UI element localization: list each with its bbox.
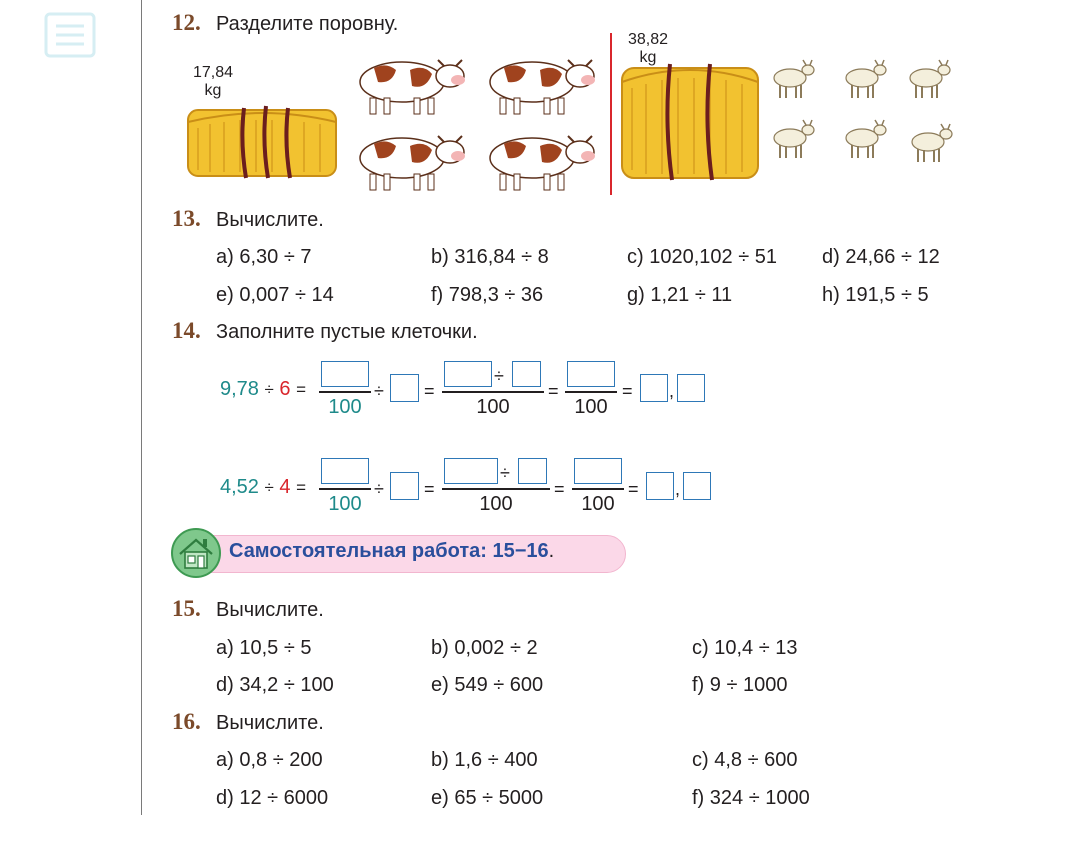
answer-box[interactable] <box>640 374 668 402</box>
denominator: 100 <box>581 493 615 515</box>
answer-box[interactable] <box>677 374 705 402</box>
row-1-divisor: 6 <box>279 378 291 400</box>
exercise-16-item: a) 0,8 ÷ 200 <box>216 749 323 771</box>
fraction-bar <box>565 391 617 393</box>
eq-sign: = <box>554 479 565 499</box>
exercise-14-number: 14. <box>172 318 201 343</box>
row-2-dividend: 4,52 <box>220 476 259 498</box>
exercise-15-number: 15. <box>172 596 201 621</box>
div-sign: ÷ <box>374 381 384 401</box>
answer-box[interactable] <box>567 361 615 387</box>
exercise-13-item: a) 6,30 ÷ 7 <box>216 246 312 268</box>
row-1-div-sign: ÷ <box>264 380 274 399</box>
cow-icon <box>352 126 468 192</box>
banner-period: . <box>548 540 555 562</box>
right-weight-unit: kg <box>639 49 657 66</box>
left-weight-unit: kg <box>204 82 222 99</box>
answer-box[interactable] <box>444 458 498 484</box>
denominator: 100 <box>328 396 362 418</box>
hay-bale-large-icon <box>618 58 762 184</box>
exercise-13-title: Вычислите. <box>216 209 324 231</box>
exercise-16-item: e) 65 ÷ 5000 <box>431 787 544 809</box>
exercise-15-item: d) 34,2 ÷ 100 <box>216 674 334 696</box>
exercise-16-number: 16. <box>172 709 201 734</box>
answer-box[interactable] <box>574 458 622 484</box>
answer-box[interactable] <box>646 472 674 500</box>
comma: , <box>675 479 681 499</box>
cow-icon <box>482 126 598 192</box>
fraction-bar <box>319 391 371 393</box>
exercise-16-item: d) 12 ÷ 6000 <box>216 787 329 809</box>
answer-box[interactable] <box>683 472 711 500</box>
answer-box[interactable] <box>321 361 369 387</box>
exercise-16-item: c) 4,8 ÷ 600 <box>692 749 798 771</box>
row-2-div-sign: ÷ <box>264 478 274 497</box>
equation-row-1-start <box>220 378 306 401</box>
denominator: 100 <box>574 396 608 418</box>
cow-icon <box>352 50 468 116</box>
equation-row-2-start <box>220 476 306 499</box>
fraction-bar <box>572 488 624 490</box>
right-weight-value: 38,82 <box>627 31 669 48</box>
exercise-13-item: e) 0,007 ÷ 14 <box>216 284 334 306</box>
house-icon <box>170 527 222 579</box>
div-sign: ÷ <box>494 366 504 386</box>
answer-box[interactable] <box>390 374 419 402</box>
exercise-13-item: f) 798,3 ÷ 36 <box>431 284 544 306</box>
page-margin-line <box>141 0 142 815</box>
exercise-13-item: h) 191,5 ÷ 5 <box>822 284 929 306</box>
exercise-14-title: Заполните пустые клеточки. <box>216 321 478 343</box>
exercise-13-number: 13. <box>172 206 201 231</box>
hay-bale-small-icon <box>184 98 340 182</box>
exercise-13-item: d) 24,66 ÷ 12 <box>822 246 940 268</box>
fraction-bar <box>442 488 550 490</box>
eq-sign: = <box>628 479 639 499</box>
exercise-13-item: g) 1,21 ÷ 11 <box>627 284 733 306</box>
exercise-13-item: c) 1020,102 ÷ 51 <box>627 246 777 268</box>
fraction-bar <box>319 488 371 490</box>
exercise-15-item: a) 10,5 ÷ 5 <box>216 637 312 659</box>
answer-box[interactable] <box>518 458 547 484</box>
div-sign: ÷ <box>500 463 510 483</box>
row-1-dividend: 9,78 <box>220 378 259 400</box>
exercise-15-item: b) 0,002 ÷ 2 <box>431 637 538 659</box>
cow-icon <box>482 50 598 116</box>
eq-sign: = <box>548 381 559 401</box>
document-logo-icon <box>40 8 100 62</box>
eq-sign: = <box>622 381 633 401</box>
div-sign: ÷ <box>374 479 384 499</box>
goat-icon <box>904 58 954 100</box>
row-2-divisor: 4 <box>279 476 291 498</box>
answer-box[interactable] <box>444 361 492 387</box>
exercise-16-title: Вычислите. <box>216 712 324 734</box>
exercise-12-title: Разделите поровну. <box>216 13 399 35</box>
left-weight-label <box>184 64 242 100</box>
eq-sign: = <box>424 381 435 401</box>
exercise-16-item: f) 324 ÷ 1000 <box>692 787 810 809</box>
left-weight-value: 17,84 <box>192 64 234 81</box>
answer-box[interactable] <box>321 458 369 484</box>
eq-sign: = <box>424 479 435 499</box>
comma: , <box>669 381 675 401</box>
exercise-15-item: e) 549 ÷ 600 <box>431 674 544 696</box>
denominator: 100 <box>476 396 510 418</box>
row-2-eq-sign: = <box>296 478 307 497</box>
exercise-15-item: f) 9 ÷ 1000 <box>692 674 788 696</box>
goat-icon <box>768 118 818 160</box>
goat-icon <box>768 58 818 100</box>
goat-icon <box>906 122 956 164</box>
goat-icon <box>840 118 890 160</box>
answer-box[interactable] <box>390 472 419 500</box>
fraction-bar <box>442 391 544 393</box>
answer-box[interactable] <box>512 361 541 387</box>
banner-label: Самостоятельная работа: 15−16 <box>229 540 549 562</box>
denominator: 100 <box>479 493 513 515</box>
exercise-13-item: b) 316,84 ÷ 8 <box>431 246 549 268</box>
banner-text <box>229 540 554 563</box>
goat-icon <box>840 58 890 100</box>
exercise-15-title: Вычислите. <box>216 599 324 621</box>
divider-line <box>610 33 612 195</box>
exercise-16-item: b) 1,6 ÷ 400 <box>431 749 538 771</box>
row-1-eq-sign: = <box>296 380 307 399</box>
denominator: 100 <box>328 493 362 515</box>
exercise-12-number: 12. <box>172 10 201 35</box>
exercise-15-item: c) 10,4 ÷ 13 <box>692 637 798 659</box>
